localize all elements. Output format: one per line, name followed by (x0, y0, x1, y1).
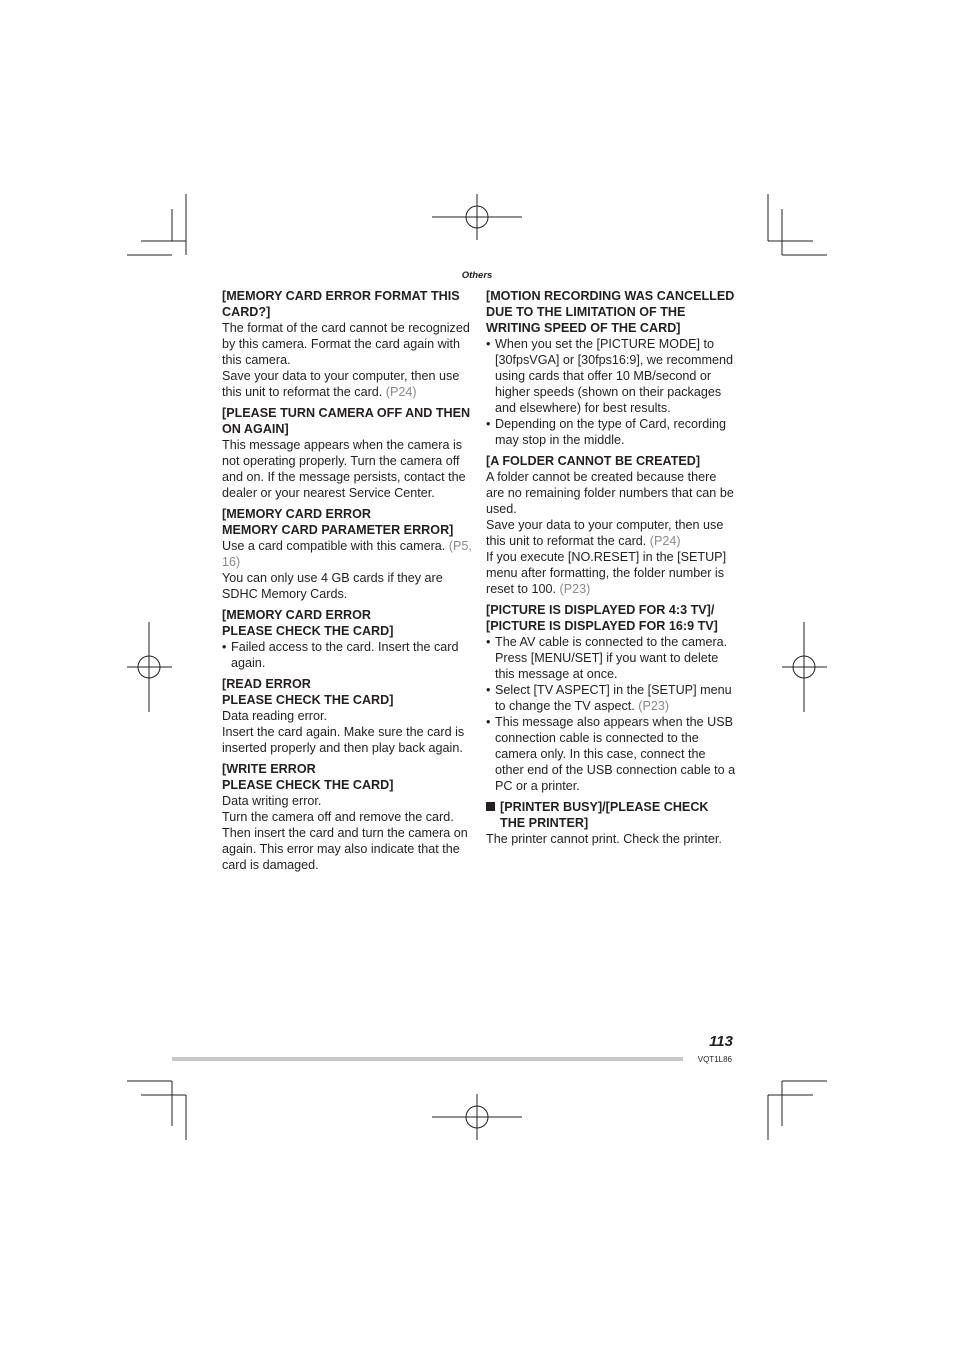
message-heading (222, 405, 472, 437)
text: Save your data to your computer, then use this unit to reformat the card. (486, 518, 724, 548)
heading-line: [MEMORY CARD ERROR FORMAT THIS CARD?] (222, 289, 460, 319)
message-text (222, 437, 472, 501)
message-block-parameter (222, 506, 472, 602)
message-heading (222, 607, 472, 639)
model-code: VQT1L86 (697, 1055, 732, 1064)
text: The AV cable is connected to the camera. Press [MENU/SET] if you want to delete this message at once. (495, 635, 728, 681)
text: This message appears when the camera is not operating properly. Turn the camera off and on. If the message persists, contact the dealer or your nearest Service Center. (222, 438, 466, 500)
message-heading (486, 288, 736, 336)
heading-line: [PLEASE TURN CAMERA OFF AND THEN ON AGAIN] (222, 406, 471, 436)
message-block-turn-off (222, 405, 472, 501)
page-reference: (P24) (649, 534, 681, 548)
message-heading (486, 602, 736, 634)
message-block-motion (486, 288, 736, 448)
message-text (486, 549, 736, 597)
message-heading (486, 453, 736, 469)
bullet-list (486, 634, 736, 794)
page-number: 113 (709, 1033, 733, 1050)
message-heading (222, 506, 472, 538)
message-heading (486, 799, 736, 831)
page-reference: (P23) (559, 582, 591, 596)
bullet-list (486, 336, 736, 448)
right-column (486, 288, 736, 852)
text: Depending on the type of Card, recording may stop in the middle. (495, 417, 727, 447)
heading-line: [MEMORY CARD ERROR (222, 608, 372, 622)
page-reference: (P24) (385, 385, 417, 399)
heading-line: [PICTURE IS DISPLAYED FOR 16:9 TV] (486, 619, 718, 633)
bullet-item (486, 714, 736, 794)
text: Turn the camera off and remove the card. Then insert the card and turn the camera on again. This error may also indicate that the card is damaged. (222, 810, 468, 872)
heading-line: [MOTION RECORDING WAS CANCELLED DUE TO THE LIMITATION OF THE WRITING SPEED OF THE CARD] (486, 289, 735, 335)
message-text (486, 517, 736, 549)
message-heading (222, 676, 472, 708)
heading-line: PLEASE CHECK THE CARD] (222, 693, 394, 707)
left-column (222, 288, 472, 878)
heading-line: MEMORY CARD PARAMETER ERROR] (222, 523, 454, 537)
message-text (222, 368, 472, 400)
text: Save your data to your computer, then use this unit to reformat the card. (222, 369, 460, 399)
text: Insert the card again. Make sure the card is inserted properly and then play back again. (222, 725, 465, 755)
page-reference: (P5, 16) (222, 539, 472, 569)
message-heading (222, 761, 472, 793)
heading-line: [WRITE ERROR (222, 762, 316, 776)
heading-line: PLEASE CHECK THE CARD] (222, 778, 394, 792)
bullet-item (486, 336, 736, 416)
heading-line: [PICTURE IS DISPLAYED FOR 4:3 TV]/ (486, 603, 715, 617)
bullet-item (486, 416, 736, 448)
message-block-folder (486, 453, 736, 597)
text: Data reading error. (222, 709, 328, 723)
text: Failed access to the card. Insert the card again. (231, 640, 459, 670)
bullet-list (222, 639, 472, 671)
section-label: Others (461, 270, 493, 281)
bullet-item (222, 639, 472, 671)
text: Select [TV ASPECT] in the [SETUP] menu to change the TV aspect. (495, 683, 732, 713)
text: The printer cannot print. Check the printer. (486, 832, 722, 846)
message-block-tv (486, 602, 736, 794)
heading-line: PLEASE CHECK THE CARD] (222, 624, 394, 638)
text: Data writing error. (222, 794, 322, 808)
message-text (222, 570, 472, 602)
message-text (486, 831, 736, 847)
message-text (222, 320, 472, 368)
message-text (222, 708, 472, 724)
text: A folder cannot be created because there are no remaining folder numbers that can be used. (486, 470, 734, 516)
heading-line: [PRINTER BUSY]/[PLEASE CHECK THE PRINTER] (500, 800, 709, 830)
text: This message also appears when the USB connection cable is connected to the camera only. In this case, connect the other end of the USB connection cable to a PC or a printer. (495, 715, 736, 793)
message-block-printer (486, 799, 736, 847)
text: Use a card compatible with this camera. (222, 539, 449, 553)
message-text (486, 469, 736, 517)
message-block-format (222, 288, 472, 400)
text: The format of the card cannot be recognized by this camera. Format the card again with this camera. (222, 321, 470, 367)
message-block-read-error (222, 676, 472, 756)
message-text (222, 793, 472, 809)
message-block-write-error (222, 761, 472, 873)
message-heading (222, 288, 472, 320)
footer-rule (172, 1057, 683, 1061)
message-text (222, 809, 472, 873)
black-square-icon (486, 802, 495, 811)
bullet-item (486, 634, 736, 682)
text: If you execute [NO.RESET] in the [SETUP] menu after formatting, the folder number is reset to 100. (486, 550, 727, 596)
heading-line: [READ ERROR (222, 677, 311, 691)
bullet-item (486, 682, 736, 714)
message-block-check-card (222, 607, 472, 671)
heading-line: [A FOLDER CANNOT BE CREATED] (486, 454, 701, 468)
heading-line: [MEMORY CARD ERROR (222, 507, 372, 521)
message-text (222, 538, 472, 570)
page-reference: (P23) (638, 699, 670, 713)
text: You can only use 4 GB cards if they are SDHC Memory Cards. (222, 571, 443, 601)
text: When you set the [PICTURE MODE] to [30fpsVGA] or [30fps16:9], we recommend using cards that offer 10 MB/second or higher speeds (shown on their packages and elsewhere) for best results. (495, 337, 734, 415)
message-text (222, 724, 472, 756)
